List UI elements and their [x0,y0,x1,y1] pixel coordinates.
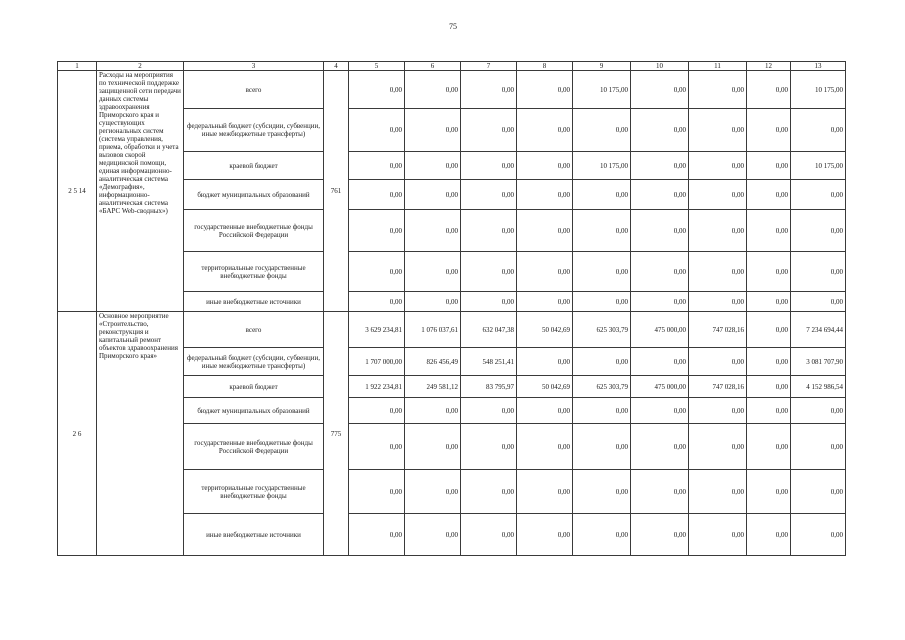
amount-cell: 0,00 [405,292,461,312]
column-number: 13 [791,62,846,71]
funding-source: федеральный бюджет (субсидии, субвенции, иные межбюджетные трансферты) [184,348,324,376]
amount-cell: 0,00 [349,252,405,292]
amount-cell: 0,00 [689,514,747,556]
column-number: 2 [97,62,184,71]
amount-cell: 0,00 [573,210,631,252]
amount-cell: 0,00 [517,252,573,292]
amount-cell: 0,00 [517,210,573,252]
amount-cell: 10 175,00 [573,152,631,180]
amount-cell: 83 795,97 [461,376,517,398]
amount-cell: 0,00 [573,424,631,470]
amount-cell: 0,00 [747,292,791,312]
amount-cell: 0,00 [631,514,689,556]
amount-cell: 747 028,16 [689,376,747,398]
amount-cell: 0,00 [349,71,405,109]
amount-cell: 0,00 [461,470,517,514]
page-number: 75 [449,22,457,31]
amount-cell: 475 000,00 [631,376,689,398]
amount-cell: 0,00 [405,109,461,152]
column-number: 8 [517,62,573,71]
amount-cell: 0,00 [689,424,747,470]
amount-cell: 10 175,00 [791,71,846,109]
amount-cell: 0,00 [349,292,405,312]
amount-cell: 0,00 [631,152,689,180]
amount-cell: 625 303,79 [573,312,631,348]
amount-cell: 0,00 [461,398,517,424]
amount-cell: 1 707 000,00 [349,348,405,376]
amount-cell: 0,00 [747,180,791,210]
column-number: 3 [184,62,324,71]
column-number: 5 [349,62,405,71]
amount-cell: 0,00 [405,398,461,424]
amount-cell: 0,00 [573,514,631,556]
amount-cell: 0,00 [461,71,517,109]
amount-cell: 0,00 [461,210,517,252]
amount-cell: 0,00 [461,424,517,470]
funding-source: бюджет муниципальных образований [184,180,324,210]
amount-cell: 50 042,69 [517,312,573,348]
amount-cell: 0,00 [517,71,573,109]
column-number: 12 [747,62,791,71]
amount-cell: 0,00 [349,180,405,210]
amount-cell: 0,00 [747,152,791,180]
amount-cell: 0,00 [573,180,631,210]
amount-cell: 0,00 [631,348,689,376]
amount-cell: 0,00 [689,252,747,292]
funding-source: федеральный бюджет (субсидии, субвенции, иные межбюджетные трансферты) [184,109,324,152]
amount-cell: 0,00 [747,252,791,292]
amount-cell: 0,00 [747,71,791,109]
amount-cell: 10 175,00 [791,152,846,180]
amount-cell: 0,00 [517,152,573,180]
section-code: 2 6 [58,312,97,556]
amount-cell: 826 456,49 [405,348,461,376]
amount-cell: 1 922 234,81 [349,376,405,398]
amount-cell: 0,00 [689,348,747,376]
amount-cell: 0,00 [461,180,517,210]
funding-source: всего [184,312,324,348]
column-number: 7 [461,62,517,71]
amount-cell: 0,00 [631,71,689,109]
amount-cell: 0,00 [573,348,631,376]
amount-cell: 0,00 [405,180,461,210]
amount-cell: 0,00 [631,398,689,424]
amount-cell: 0,00 [747,376,791,398]
amount-cell: 0,00 [349,109,405,152]
agency-code: 775 [324,312,349,556]
amount-cell: 249 581,12 [405,376,461,398]
amount-cell: 0,00 [461,514,517,556]
amount-cell: 0,00 [461,292,517,312]
amount-cell: 548 251,41 [461,348,517,376]
column-number: 4 [324,62,349,71]
amount-cell: 475 000,00 [631,312,689,348]
amount-cell: 0,00 [791,470,846,514]
column-number: 11 [689,62,747,71]
funding-source: территориальные государственные внебюджетные фонды [184,470,324,514]
amount-cell: 0,00 [573,470,631,514]
amount-cell: 0,00 [631,424,689,470]
amount-cell: 0,00 [405,470,461,514]
budget-table [57,61,846,556]
section-code: 2 5 14 [58,71,97,312]
amount-cell: 0,00 [461,152,517,180]
amount-cell: 0,00 [747,109,791,152]
amount-cell: 50 042,69 [517,376,573,398]
amount-cell: 0,00 [461,252,517,292]
amount-cell: 3 629 234,81 [349,312,405,348]
amount-cell: 0,00 [349,152,405,180]
table-row [58,312,846,348]
column-number: 10 [631,62,689,71]
amount-cell: 0,00 [517,292,573,312]
amount-cell: 632 047,38 [461,312,517,348]
amount-cell: 0,00 [747,348,791,376]
column-number: 1 [58,62,97,71]
amount-cell: 10 175,00 [573,71,631,109]
amount-cell: 0,00 [689,152,747,180]
amount-cell: 0,00 [349,210,405,252]
amount-cell: 0,00 [631,210,689,252]
section-description: Основное мероприятие «Строительство, реконструкция и капитальный ремонт объектов здравоохранения Приморского края» [97,312,184,556]
amount-cell: 0,00 [349,398,405,424]
amount-cell: 0,00 [791,424,846,470]
amount-cell: 0,00 [791,109,846,152]
amount-cell: 0,00 [689,71,747,109]
amount-cell: 0,00 [689,398,747,424]
amount-cell: 0,00 [517,180,573,210]
amount-cell: 0,00 [689,470,747,514]
section-description: Расходы на мероприятия по технической поддержке защищенной сети передачи данных системы здравоохранения Приморского края и существующих региональных систем (система управления, приема, обработки и учета вызовов скорой медицинской помощи, единая информационно-аналитическая система «Демография», информационно-аналитическая система «БАРС Web-сводных») [97,71,184,312]
amount-cell: 1 076 037,61 [405,312,461,348]
amount-cell: 747 028,16 [689,312,747,348]
amount-cell: 0,00 [517,470,573,514]
amount-cell: 0,00 [791,514,846,556]
funding-source: государственные внебюджетные фонды Российской Федерации [184,424,324,470]
amount-cell: 0,00 [747,312,791,348]
funding-source: государственные внебюджетные фонды Российской Федерации [184,210,324,252]
funding-source: краевой бюджет [184,376,324,398]
amount-cell: 0,00 [405,71,461,109]
amount-cell: 7 234 694,44 [791,312,846,348]
amount-cell: 0,00 [747,470,791,514]
column-number-row [58,62,846,71]
amount-cell: 0,00 [573,398,631,424]
funding-source: бюджет муниципальных образований [184,398,324,424]
amount-cell: 0,00 [747,210,791,252]
amount-cell: 0,00 [689,292,747,312]
funding-source: краевой бюджет [184,152,324,180]
amount-cell: 0,00 [791,210,846,252]
funding-source: иные внебюджетные источники [184,514,324,556]
amount-cell: 0,00 [631,252,689,292]
amount-cell: 0,00 [517,398,573,424]
amount-cell: 0,00 [791,292,846,312]
column-number: 6 [405,62,461,71]
amount-cell: 0,00 [349,470,405,514]
amount-cell: 0,00 [631,180,689,210]
amount-cell: 0,00 [405,152,461,180]
funding-source: территориальные государственные внебюджетные фонды [184,252,324,292]
amount-cell: 625 303,79 [573,376,631,398]
amount-cell: 0,00 [689,210,747,252]
amount-cell: 0,00 [791,398,846,424]
agency-code: 761 [324,71,349,312]
amount-cell: 0,00 [747,514,791,556]
amount-cell: 4 152 986,54 [791,376,846,398]
amount-cell: 0,00 [405,514,461,556]
column-number: 9 [573,62,631,71]
amount-cell: 0,00 [573,252,631,292]
amount-cell: 0,00 [573,292,631,312]
amount-cell: 0,00 [517,348,573,376]
amount-cell: 0,00 [461,109,517,152]
amount-cell: 0,00 [631,292,689,312]
amount-cell: 3 081 707,90 [791,348,846,376]
amount-cell: 0,00 [405,252,461,292]
amount-cell: 0,00 [747,424,791,470]
amount-cell: 0,00 [631,470,689,514]
amount-cell: 0,00 [349,514,405,556]
amount-cell: 0,00 [517,109,573,152]
amount-cell: 0,00 [517,514,573,556]
amount-cell: 0,00 [349,424,405,470]
amount-cell: 0,00 [791,252,846,292]
amount-cell: 0,00 [689,180,747,210]
funding-source: всего [184,71,324,109]
amount-cell: 0,00 [747,398,791,424]
funding-source: иные внебюджетные источники [184,292,324,312]
amount-cell: 0,00 [405,424,461,470]
table-row [58,71,846,109]
amount-cell: 0,00 [517,424,573,470]
amount-cell: 0,00 [791,180,846,210]
amount-cell: 0,00 [689,109,747,152]
amount-cell: 0,00 [631,109,689,152]
amount-cell: 0,00 [405,210,461,252]
amount-cell: 0,00 [573,109,631,152]
